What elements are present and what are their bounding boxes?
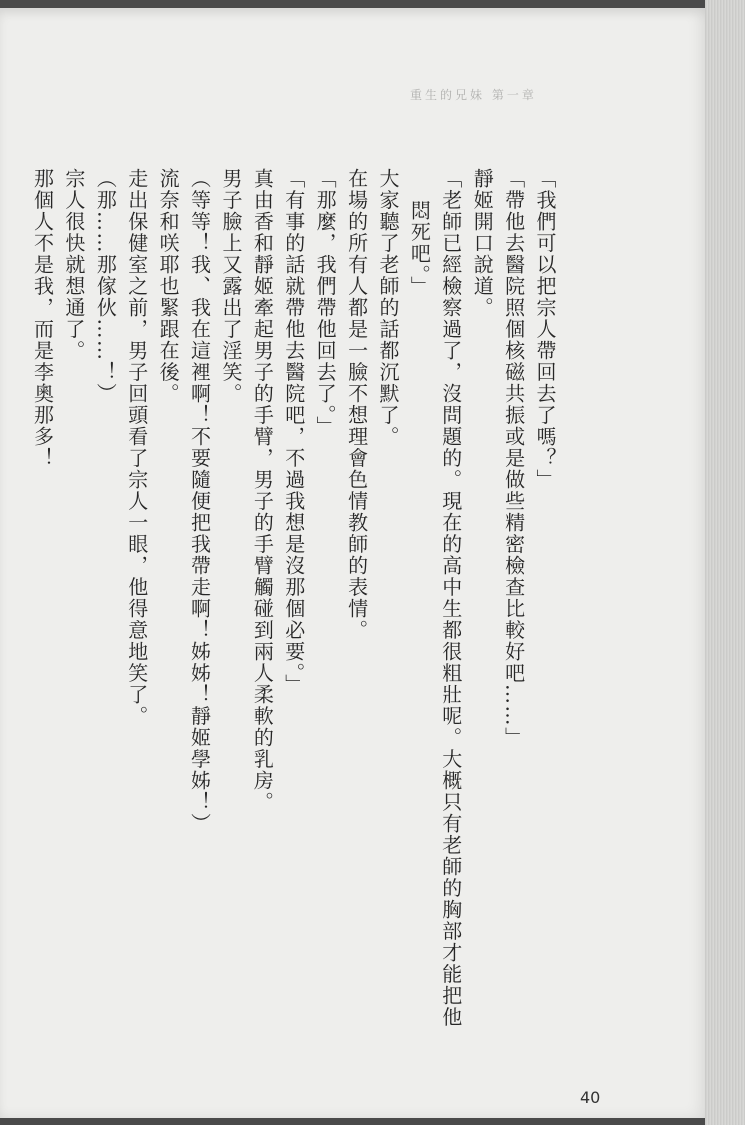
text-line: 「我們可以把宗人帶回去了嗎？」 <box>533 168 557 491</box>
text-line: 那個人不是我，而是李奧那多！ <box>30 168 55 469</box>
text-line: 「有事的話就帶他去醫院吧，不過我想是沒那個必要。」 <box>281 168 306 696</box>
book-page <box>0 8 708 1118</box>
text-line: 「老師已經檢察過了，沒問題的。現在的高中生都很粗壯呢。大概只有老師的胸部才能把他 <box>438 168 463 1028</box>
text-line: 真由香和靜姬牽起男子的手臂，男子的手臂觸碰到兩人柔軟的乳房。 <box>250 168 275 813</box>
text-line: 靜姬開口說道。 <box>470 168 495 319</box>
text-line: 大家聽了老師的話都沉默了。 <box>375 168 400 448</box>
text-line: （那……那傢伙……！） <box>93 168 118 405</box>
text-line: 男子臉上又露出了淫笑。 <box>218 168 243 405</box>
text-line: 流奈和咲耶也緊跟在後。 <box>156 168 181 405</box>
text-line: （等等！我、我在這裡啊！不要隨便把我帶走啊！姊姊！靜姬學姊！） <box>187 168 212 835</box>
text-line: 宗人很快就想通了。 <box>61 168 86 362</box>
text-line: 在場的所有人都是一臉不想理會色情教師的表情。 <box>344 168 369 641</box>
running-header: 重生的兄妹 第一章 <box>410 88 537 102</box>
text-line: 「帶他去醫院照個核磁共振或是做些精密檢查比較好吧……」 <box>501 168 526 749</box>
text-line: 悶死吧。」 <box>407 200 432 298</box>
vertical-text-block <box>26 168 560 1028</box>
text-line: 「那麼，我們帶他回去了。」 <box>313 168 338 438</box>
page-number: 40 <box>580 1088 601 1107</box>
text-line: 走出保健室之前，男子回頭看了宗人一眼，他得意地笑了。 <box>124 168 149 727</box>
book-page-edges <box>705 0 745 1125</box>
